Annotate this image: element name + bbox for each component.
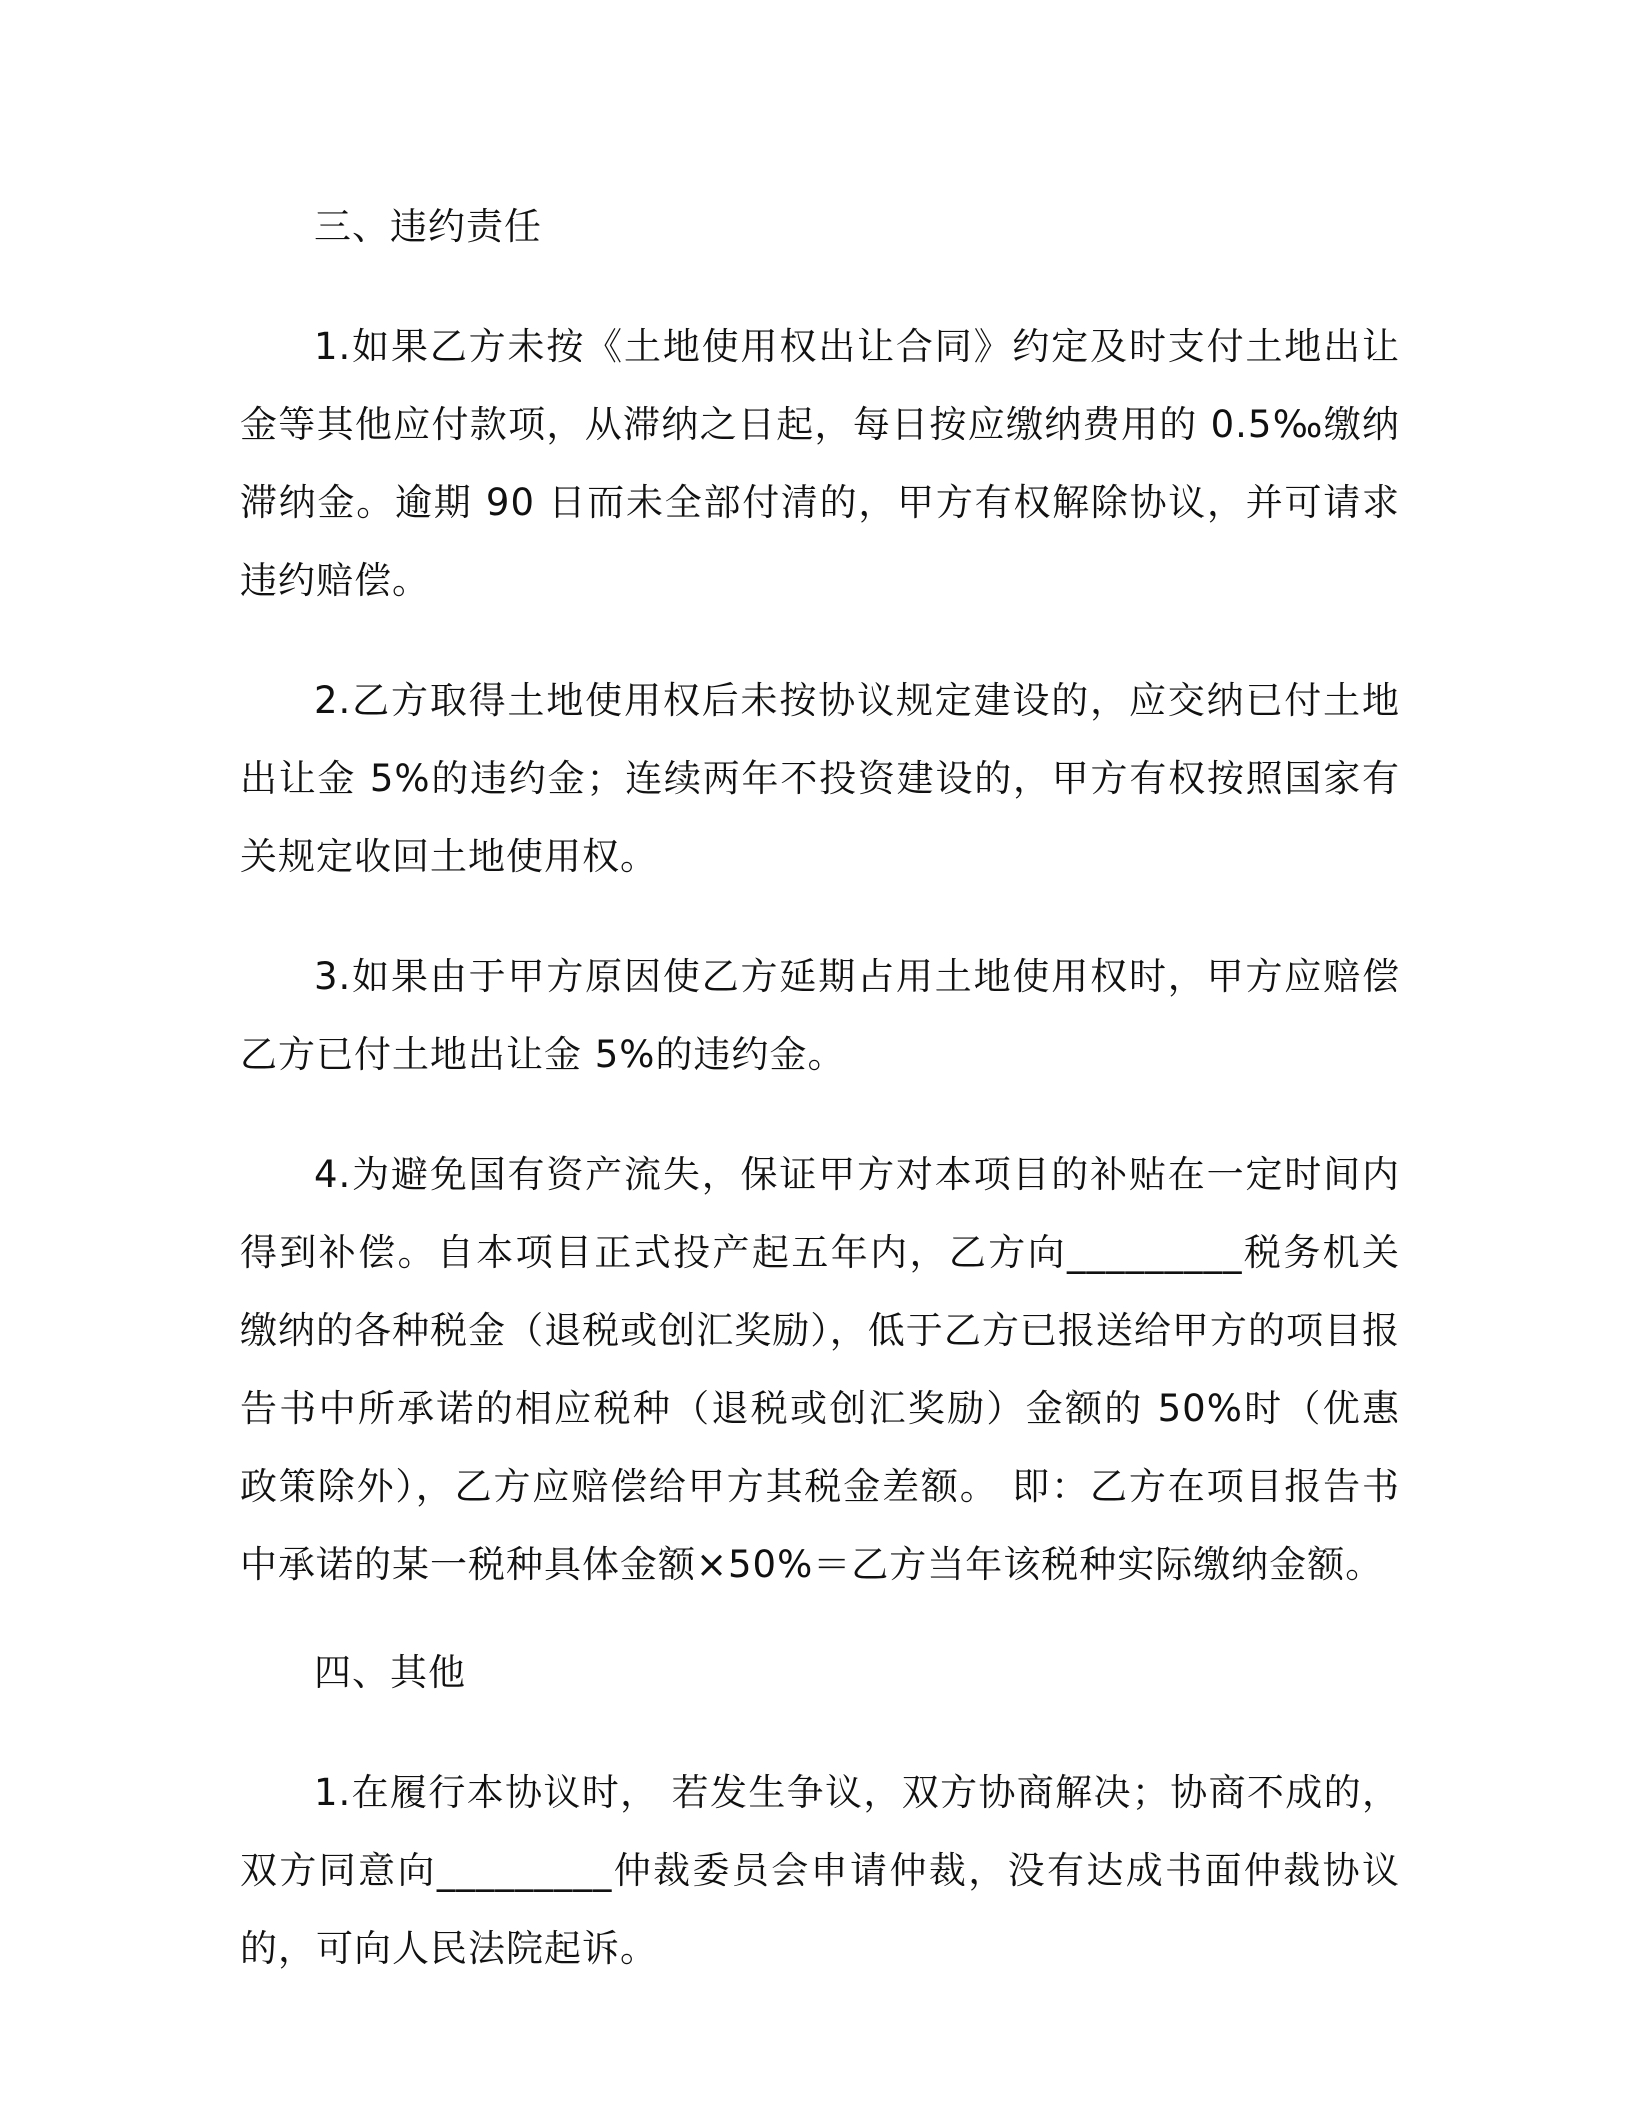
paragraph-breach-2: 2.乙方取得土地使用权后未按协议规定建设的，应交纳已付土地出让金 5%的违约金；连续两年不投资建设的，甲方有权按照国家有关规定收回土地使用权。 — [240, 679, 1400, 878]
paragraph-other-1: 1.在履行本协议时， 若发生争议，双方协商解决；协商不成的，双方同意向_________仲裁委员会申请仲裁，没有达成书面仲裁协议的，可向人民法院起诉。 — [240, 1771, 1400, 1970]
paragraph-breach-4: 4.为避免国有资产流失，保证甲方对本项目的补贴在一定时间内得到补偿。自本项目正式投产起五年内，乙方向_________税务机关缴纳的各种税金（退税或创汇奖励），低于乙方已报送给甲方的项目报告书中所承诺的相应税种（退税或创汇奖励）金额的 50%时（优惠政策除外），乙方应赔偿给甲方其税金差额。 即：乙方在项目报告书中承诺的某一税种具体金额×50%＝乙方当年该税种实际缴纳金额。 — [240, 1153, 1400, 1586]
paragraph-breach-3: 3.如果由于甲方原因使乙方延期占用土地使用权时，甲方应赔偿乙方已付土地出让金 5%的违约金。 — [240, 955, 1400, 1076]
section-heading-breach-liability: 三、违约责任 — [314, 205, 542, 248]
paragraph-breach-1: 1.如果乙方未按《土地使用权出让合同》约定及时支付土地出让金等其他应付款项，从滞纳之日起，每日按应缴纳费用的 0.5‰缴纳滞纳金。逾期 90 日而未全部付清的，甲方有权解除协议，并可请求违约赔偿。 — [240, 325, 1400, 602]
document-body — [240, 188, 1400, 1988]
section-heading-other: 四、其他 — [314, 1651, 466, 1694]
